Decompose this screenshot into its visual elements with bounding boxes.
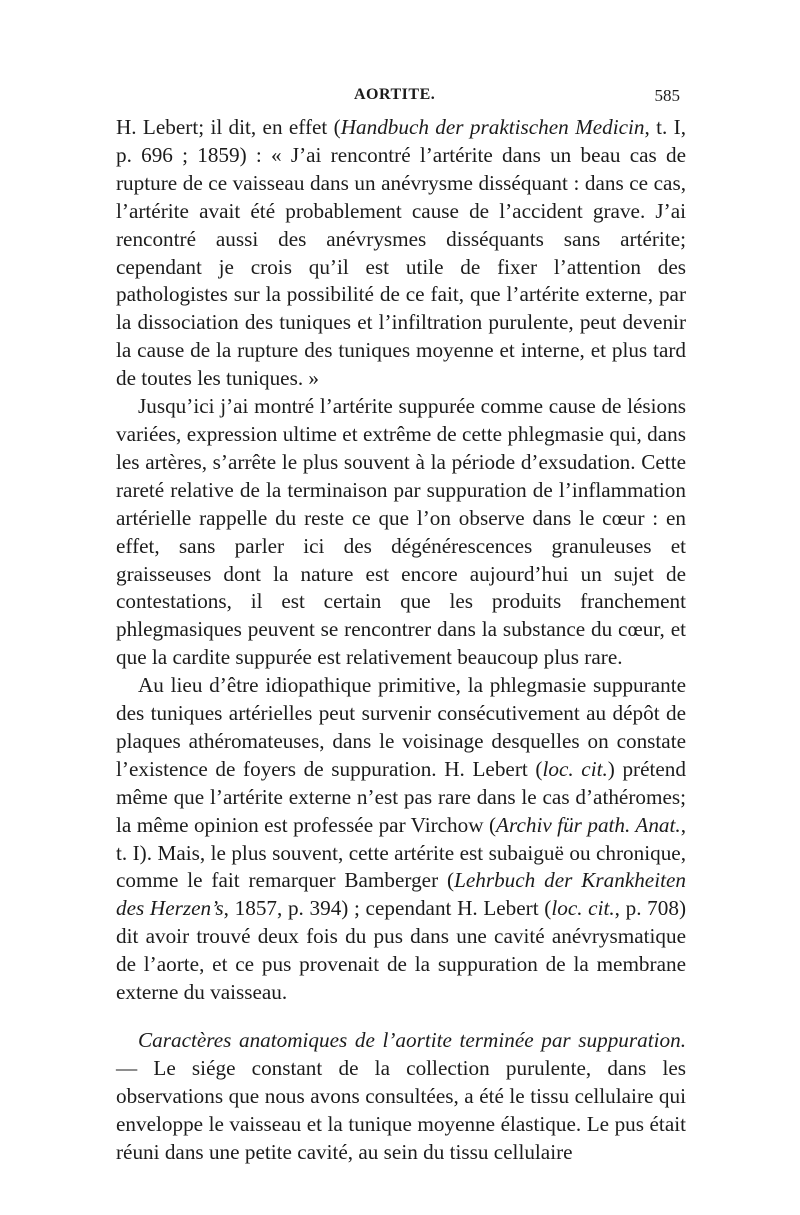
paragraph-4 [116,1027,686,1167]
citation-title: Archiv für path. Anat. [496,812,681,837]
section-heading: Caractères anatomiques de l’aortite terminée par suppuration. [138,1028,686,1052]
text-run: , t. I, p. 696 ; 1859) : « J’ai rencontré l’artérite dans un beau cas de rupture de ce vaisseau dans un anévrysme disséquant : dans ce cas, l’artérite avait été probablement cause de l’accident grave. J’ai rencontré aussi des anévrysmes disséquants sans artérite; cependant je crois qu’il est utile de fixer l’attention des pathologistes sur la possibilité de ce fait, que l’artérite externe, par la dissociation des tuniques et l’infiltration purulente, peut devenir la cause de la rupture des tuniques moyenne et interne, et plus tard de toutes les tuniques. » [116,115,687,391]
citation-title: Lehrbuch der Krankheiten des Herzen’s [116,868,686,921]
body-text [116,114,686,1167]
text-run: Jusqu’ici j’ai montré l’artérite suppurée comme cause de lésions variées, expression ultime et extrême de cette phlegmasie qui, dans les artères, s’arrête le plus souvent à la période d’exsudation. Cette rareté relative de la terminaison par suppuration de l’inflammation artérielle rappelle du reste ce que l’on observe dans le cœur : en effet, sans parler ici des dégénérescences granuleuses et graisseuses dont la nature est encore aujourd’hui un sujet de contestations, il est certain que les produits franchement phlegmasiques peuvent se rencontrer dans la substance du cœur, et que la cardite suppurée est relativement beaucoup plus rare. [116,394,686,670]
citation-title: Handbuch der praktischen Medicin [340,115,645,139]
text-run: — Le siége constant de la collection purulente, dans les observations que nous avons consultées, a été le tissu cellulaire qui enveloppe le vaisseau et la tunique moyenne élastique. Le pus était réuni dans une petite cavité, au sein du tissu cellulaire [116,1055,686,1164]
text-run: H. Lebert; il dit, en effet ( [116,115,341,139]
citation-ref: loc. cit. [551,896,615,921]
citation-ref: loc. cit. [542,756,608,781]
document-page [116,86,686,1167]
text-run: Au lieu d’être idiopathique primitive, la phlegmasie suppurante des tuniques artérielles peut survenir consécutivement au dépôt de plaques athéromateuses, dans le voisinage desquelles on constate l’existence de foyers de suppuration. H. Lebert ( [116,673,686,781]
page-header [116,86,686,114]
page-number: 585 [654,86,680,105]
text-run: ) prétend même que l’artérite externe n’est pas rare dans le cas d’athéromes; la même opinion est professée par Virchow ( [116,756,686,837]
text-run: , p. 708) dit avoir trouvé deux fois du pus dans une cavité anévrysmatique de l’aorte, et ce pus provenait de la suppuration de la membrane externe du vaisseau. [116,896,687,1005]
paragraph-3 [116,672,686,1007]
text-run: , t. I). Mais, le plus souvent, cette artérite est subaiguë ou chronique, comme le fait remarquer Bamberger ( [116,812,686,893]
paragraph-1 [116,114,686,393]
text-run: , 1857, p. 394) ; cependant H. Lebert ( [223,896,552,921]
paragraph-2 [116,393,686,672]
running-head: AORTITE. [354,86,436,103]
